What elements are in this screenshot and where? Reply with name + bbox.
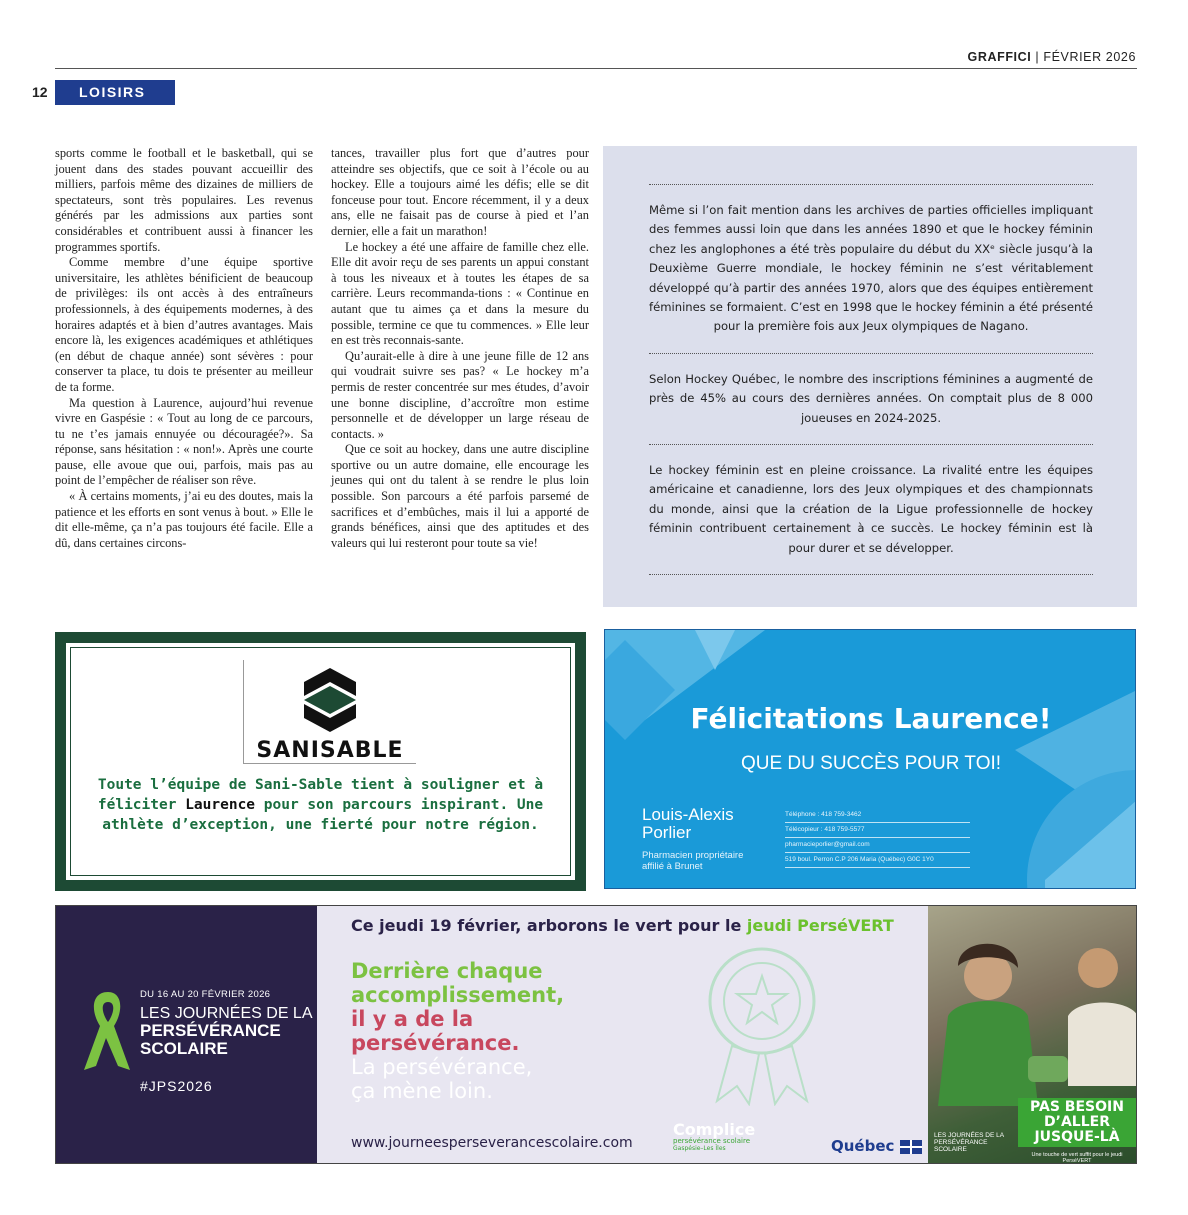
sanisable-message-end: pour son parcours inspirant. Une athlète d’exception, une fierté pour notre région. (102, 797, 544, 833)
green-ribbon-icon (78, 986, 138, 1076)
jps-logo-panel (56, 906, 317, 1164)
complice-subtitle: persévérance scolaire (673, 1137, 751, 1145)
jps-headline (351, 916, 894, 935)
header-separator: | (1035, 50, 1040, 64)
article-paragraph: Qu’aurait-elle à dire à une jeune fille de 12 ans qui voudrait suivre ses pas? « Le hockey m’a permis de rester concentrée sur mes études, d’avoir une bonne discipline, d’accroître mon estime personnelle et de développer un large réseau de contacts. » (331, 348, 589, 441)
article-paragraph: Ma question à Laurence, aujourd’hui revenue vivre en Gaspésie : « Tout au long de ce parcours, tu ne t’es jamais ennuyée ou découragée?». Sa réponse, sans hésitation : « non!». Après une courte pause, elle avoue que oui, parfois, mais pas au point de l’empêcher de réaliser son rêve. (55, 395, 313, 488)
jps-tagline-line: ça mène loin. (351, 1079, 493, 1103)
jps-slogan-line: accomplissement, (351, 983, 565, 1007)
sanisable-message (86, 775, 555, 835)
pas-besoin-subtitle: Une touche de vert suffit pour le jeudi PerséVERT (1031, 1152, 1123, 1164)
complice-region: Gaspésie–Les Îles (673, 1145, 726, 1152)
sidebar-paragraph: Selon Hockey Québec, le nombre des inscriptions féminines a augmenté de près de 45% au cours des dernières années. On comptait plus de 8 000 joueuses en 2024-2025. (649, 371, 1093, 425)
publication-name: GRAFFICI (967, 50, 1032, 64)
article-paragraph: « À certains moments, j’ai eu des doutes, mais la patience et les efforts en sont venus à bout. » Elle le dit elle-même, ça n’a pas toujours été facile. Elle a dû, dans certaines circons- (55, 489, 313, 550)
pharmacist-role (642, 850, 743, 872)
felicitations-title: Félicitations Laurence! (690, 702, 1052, 735)
jps-small-logo: LES JOURNÉES DE LA PERSÉVÉRANCE SCOLAIRE (934, 1132, 1004, 1153)
header-rule (55, 68, 1137, 69)
pharmacist-role-line: affilié à Brunet (642, 861, 703, 872)
jps-logo-word: SCOLAIRE (140, 1039, 228, 1058)
jps-slogan-line: Derrière chaque (351, 959, 543, 983)
complice-wordmark: Complice (673, 1120, 756, 1139)
contact-fax: Télécopieur : 418 759-5577 (785, 823, 970, 838)
dotted-divider (649, 574, 1093, 575)
pharmacy-contacts (785, 808, 970, 868)
contact-email[interactable]: pharmacieporlier@gmail.com (785, 838, 970, 853)
jps-slogan-line: persévérance. (351, 1031, 520, 1055)
jps-photo-panel (928, 906, 1137, 1164)
pharmacist-first-name: Louis-Alexis (642, 805, 734, 824)
issue-date: FÉVRIER 2026 (1043, 50, 1136, 64)
publication-header (968, 50, 1137, 64)
contact-phone: Téléphone : 418 759-3462 (785, 808, 970, 823)
sanisable-logo (243, 660, 421, 764)
jps-headline-text: Ce jeudi 19 février, arborons le vert pour le (351, 916, 747, 935)
felicitations-subtitle: QUE DU SUCCÈS POUR TOI! (740, 753, 1002, 774)
article-paragraph: Comme membre d’une équipe sportive universitaire, les athlètes bénificient de beaucoup de privilèges: ils ont accès à des entraîneurs professionnels, à des équipements modernes, à des horaires adaptés et à bien d’autres avantages. Mais encore là, les exigences académiques et athlétiques (en début de chaque année) sont sévères : pour conserver ta place, tu dois te présenter au meilleur de ta forme. (55, 255, 313, 394)
jps-tagline-line: La persévérance, (351, 1055, 533, 1079)
award-badge-icon (687, 936, 837, 1106)
ad-sanisable[interactable] (55, 632, 586, 891)
ad-perseverance-scolaire[interactable] (55, 905, 1137, 1164)
sanisable-wordmark: SANISABLE (244, 738, 416, 764)
article-column-1 (55, 146, 313, 551)
article-paragraph: Le hockey a été une affaire de famille chez elle. Elle dit avoir reçu de ses parents un appui constant à tous les niveaux et à toutes les étapes de sa carrière. Leurs recommanda-tions : « Continue en autant que tu aimes ça et dans la mesure du possible, termine ce que tu commences. » Elle leur en est très reconnais-sante. (331, 239, 589, 348)
sanisable-message-start: Toute l’équipe de Sani-Sable tient à souligner et à féliciter (97, 777, 544, 813)
ad-felicitations[interactable] (604, 629, 1136, 889)
page-number: 12 (32, 84, 48, 100)
section-label: LOISIRS (55, 80, 175, 105)
jps-logo-word: PERSÉVÉRANCE (140, 1021, 281, 1040)
fact-sidebar (603, 146, 1137, 607)
jps-logo-line: LES JOURNÉES DE LA (140, 1005, 313, 1022)
quebec-wordmark: Québec (831, 1137, 895, 1155)
jps-dates: DU 16 AU 20 FÉVRIER 2026 (140, 989, 271, 1000)
sidebar-paragraph: Le hockey féminin est en pleine croissance. La rivalité entre les équipes américaine et canadienne, lors des Jeux olympiques et des championnats du monde, ainsi que la création de la Ligue professionnelle de hockey féminin contribuent certainement à ce succès. Le hockey féminin est là pour durer et se développer. (649, 463, 1093, 555)
jps-logo-line-bold (140, 1022, 281, 1058)
jps-slogan-line: il y a de la (351, 1007, 474, 1031)
sidebar-paragraph: Même si l’on fait mention dans les archives de parties officielles impliquant des femmes aussi loin que dans les années 1890 et que le hockey féminin chez les anglophones a été très populaire du début du XXᵉ siècle jusqu’à la Deuxième Guerre mondiale, le hockey féminin ne s’est véritablement développé qu’à partir des années 1970, alors que des équipes entièrement féminines se formaient. C’est en 1998 que le hockey féminin a été présenté pour la première fois aux Jeux olympiques de Nagano. (649, 203, 1093, 334)
jps-slogan (351, 959, 564, 1055)
ad-sanisable-frame (64, 641, 577, 882)
quebec-logo (831, 1137, 922, 1155)
contact-address: 519 boul. Perron C.P 206 Maria (Québec) G0C 1Y0 (785, 853, 970, 868)
article-paragraph: sports comme le football et le basketball, qui se jouent dans des stades pouvant accueillir des milliers, parfois même des dizaines de milliers de spectateurs, sont très populaires. Les revenus générés par les admissions aux parties sont considérables et contribuent aussi à financer les programmes sportifs. (55, 146, 313, 254)
jps-headline-green: jeudi PerséVERT (746, 916, 894, 935)
jps-website-link[interactable]: www.journeesperseverancescolaire.com (351, 1135, 633, 1151)
quebec-flag-icon (900, 1140, 922, 1154)
article-paragraph: tances, travailler plus fort que d’autres pour atteindre ses objectifs, que ce soit à l’école ou au hockey. Elle a toujours aimé les défis; elle se dit fonceuse pour tout. Encore récemment, il y a deux ans, elle ne faisait pas de course à pied et l’an dernier, elle a fait un marathon! (331, 146, 589, 238)
sanisable-emblem-icon (244, 660, 416, 740)
article-paragraph: Que ce soit au hockey, dans une autre discipline sportive ou un autre domaine, elle encourage les jeunes qui ont du talent à se rendre le plus loin possible. Son parcours a été parfois parsemé de sacrifices et d’embûches, mais il lui a apporté de grands bénéfices, ainsi que des aptitudes et des valeurs qui lui resteront pour toute sa vie! (331, 442, 589, 550)
complice-logo (673, 1120, 755, 1152)
pharmacist-name (642, 806, 734, 842)
pharmacist-role-line: Pharmacien propriétaire (642, 850, 744, 861)
pas-besoin-badge: PAS BESOIN D’ALLER JUSQUE-LÀ (1018, 1098, 1136, 1147)
jps-message-panel (317, 906, 928, 1164)
jps-hashtag: #JPS2026 (140, 1078, 213, 1094)
sanisable-message-name: Laurence (185, 797, 256, 813)
jps-tagline (351, 1055, 532, 1103)
pharmacist-last-name: Porlier (642, 823, 692, 842)
article-column-2 (331, 146, 589, 551)
